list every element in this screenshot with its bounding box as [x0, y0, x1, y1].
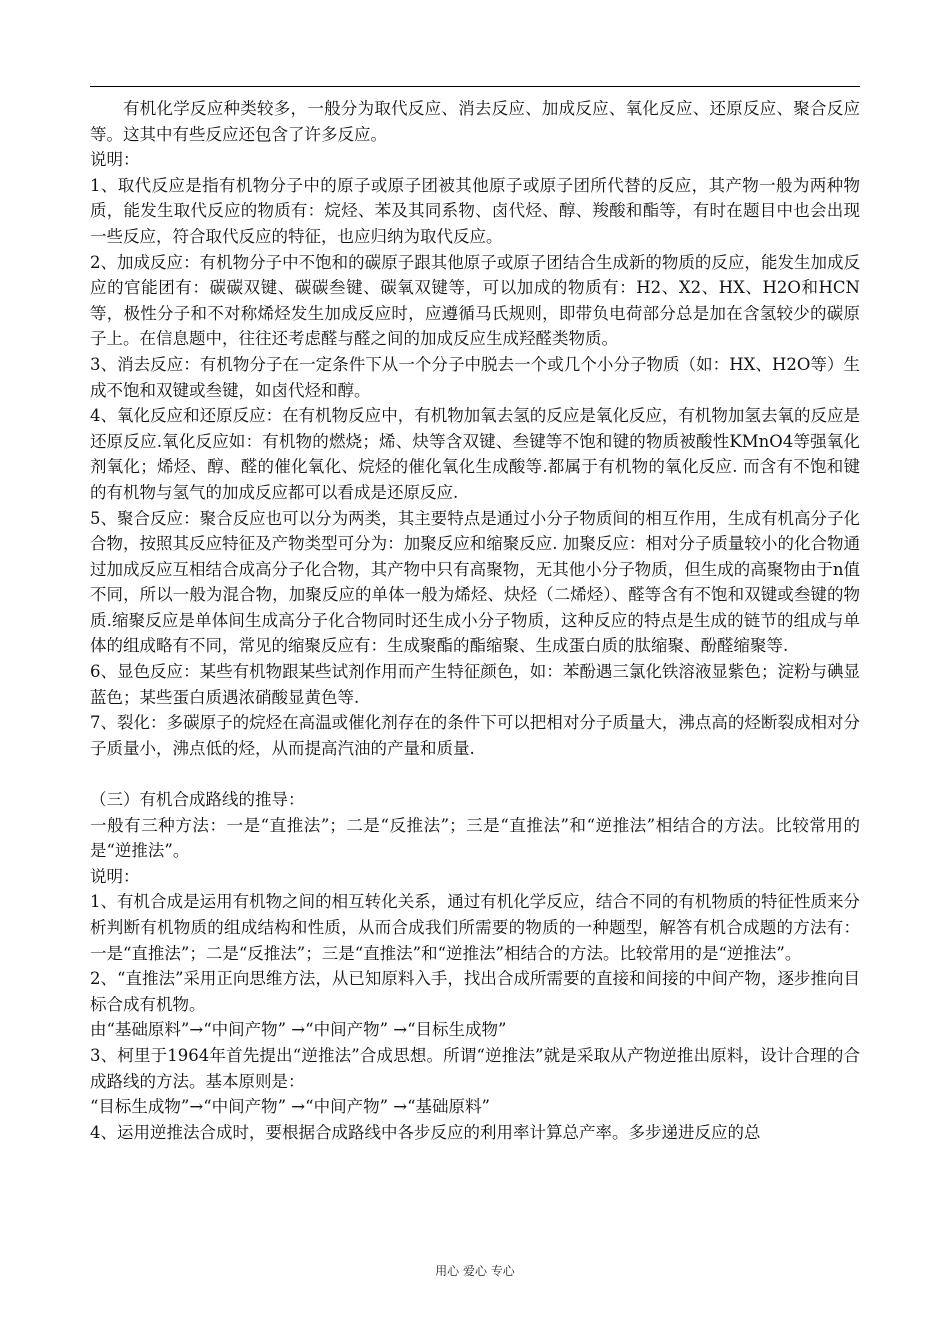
note-label: 说明： — [90, 150, 140, 170]
paragraph-gap — [90, 761, 860, 787]
list-item-synthesis: 1、有机合成是运用有机物之间的相互转化关系，通过有机化学反应，结合不同的有机物质的特征性质来分析判断有机物质的组成结构和性质，从而合成我们所需要的物质的一种题型，解答有机合成题的方法有：一是“直推法”；二是“反推法”；三是“直推法”和“逆推法”相结合的方法。比较常用的是“逆推法”。 — [90, 892, 860, 963]
list-item-substitution: 1、取代反应是指有机物分子中的原子或原子团被其他原子或原子团所代替的反应，其产物一般为两种物质，能发生取代反应的物质有：烷烃、苯及其同系物、卤代烃、醇、羧酸和酯等，有时在题目中也会出现一些反应，符合取代反应的特征，也应归纳为取代反应。 — [90, 175, 860, 246]
forward-route: 由“基础原料”→“中间产物” →“中间产物” →“目标生成物” — [90, 1020, 507, 1040]
list-item-cracking: 7、裂化：多碳原子的烷烃在高温或催化剂存在的条件下可以把相对分子质量大，沸点高的烃断裂成相对分子质量小，沸点低的烃，从而提高汽油的产量和质量. — [90, 713, 860, 758]
list-item-yield: 4、运用逆推法合成时，要根据合成路线中各步反应的利用率计算总产率。多步递进反应的总 — [90, 1122, 761, 1142]
document-body — [90, 96, 860, 1145]
page-footer: 用心 爱心 专心 — [435, 1264, 515, 1278]
retro-route: “目标生成物”→“中间产物” →“中间产物” →“基础原料” — [90, 1097, 490, 1117]
section-title: （三）有机合成路线的推导： — [90, 790, 305, 810]
intro-paragraph: 有机化学反应种类较多，一般分为取代反应、消去反应、加成反应、氧化反应、还原反应、聚合反应等。这其中有些反应还包含了许多反应。 — [90, 99, 860, 144]
note-label: 说明： — [90, 866, 140, 886]
list-item-forward-method: 2、“直推法”采用正向思维方法，从已知原料入手，找出合成所需要的直接和间接的中间产物，逐步推向目标合成有机物。 — [90, 969, 860, 1014]
header-rule — [90, 86, 860, 87]
list-item-retro-method: 3、柯里于1964年首先提出“逆推法”合成思想。所谓“逆推法”就是采取从产物逆推出原料，设计合理的合成路线的方法。基本原则是： — [90, 1045, 860, 1091]
list-item-elimination: 3、消去反应：有机物分子在一定条件下从一个分子中脱去一个或几个小分子物质（如：HX、H2O等）生成不饱和双键或叁键，如卤代烃和醇。 — [90, 354, 860, 400]
list-item-redox: 4、氧化反应和还原反应：在有机物反应中，有机物加氧去氢的反应是氧化反应，有机物加氢去氧的反应是还原反应.氧化反应如：有机物的燃烧；烯、炔等含双键、叁键等不饱和键的物质被酸性KMnO4等强氧化剂氧化；烯烃、醇、醛的催化氧化、烷烃的催化氧化生成酸等.都属于有机物的氧化反应. 而含有不饱和键的有机物与氢气的加成反应都可以看成是还原反应. — [90, 406, 860, 502]
list-item-color-reaction: 6、显色反应：某些有机物跟某些试剂作用而产生特征颜色，如：苯酚遇三氯化铁溶液显紫色；淀粉与碘显蓝色；某些蛋白质遇浓硝酸显黄色等. — [90, 662, 860, 707]
section-intro: 一般有三种方法：一是“直推法”；二是“反推法”；三是“直推法”和“逆推法”相结合的方法。比较常用的是“逆推法”。 — [90, 815, 860, 861]
list-item-polymerization: 5、聚合反应：聚合反应也可以分为两类，其主要特点是通过小分子物质间的相互作用，生成有机高分子化合物，按照其反应特征及产物类型可分为：加聚反应和缩聚反应. 加聚反应：相对分子质量较小的化合物通过加成反应互相结合成高分子化合物，其产物中只有高聚物，无其他小分子物质，但生成的高聚物由于n值不同，所以一般为混合物，加聚反应的单体一般为烯烃、炔烃（二烯烃）、醛等含有不饱和双键或叁键的物质.缩聚反应是单体间生成高分子化合物同时还生成小分子物质，这种反应的特点是生成的链节的组成与单体的组成略有不同，常见的缩聚反应有：生成聚酯的酯缩聚、生成蛋白质的肽缩聚、酚醛缩聚等. — [90, 508, 860, 656]
list-item-addition: 2、加成反应：有机物分子中不饱和的碳原子跟其他原子或原子团结合生成新的物质的反应，能发生加成反应的官能团有：碳碳双键、碳碳叁键、碳氧双键等，可以加成的物质有：H2、X2、HX、H2O和HCN等，极性分子和不对称烯烃发生加成反应时，应遵循马氏规则，即带负电荷部分总是加在含氢较少的碳原子上。在信息题中，往往还考虑醛与醛之间的加成反应生成羟醛类物质。 — [90, 252, 860, 349]
